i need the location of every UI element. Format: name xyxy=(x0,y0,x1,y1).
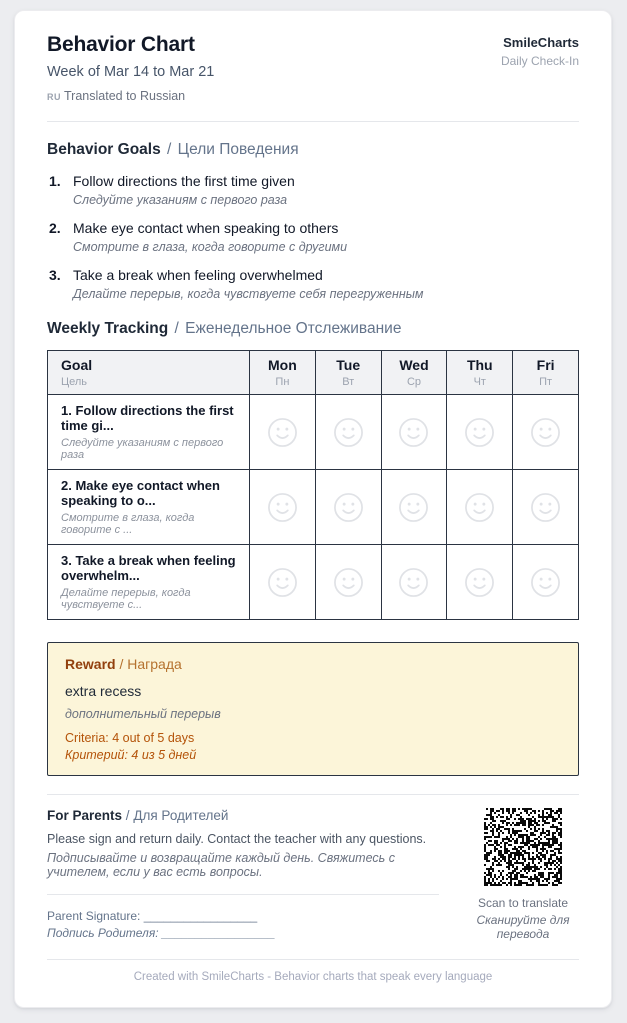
day-mark-cell xyxy=(513,395,579,470)
day-column-header-fri xyxy=(513,351,579,395)
reward-value-ru: дополнительный перерыв xyxy=(65,707,221,721)
row-goal-ru: Делайте перерыв, когда чувствуете с... xyxy=(61,587,191,611)
day-mark-cell xyxy=(513,545,579,620)
goal-item xyxy=(47,267,579,301)
parent-signature-line-en: Parent Signature: _________________ xyxy=(47,909,258,923)
qr-caption-ru: Сканируйте для перевода xyxy=(476,913,570,941)
reward-heading xyxy=(65,656,561,672)
tracking-heading-en: Weekly Tracking xyxy=(47,320,169,337)
day-header-ru: Пн xyxy=(275,376,290,388)
smiley-icon xyxy=(530,567,561,598)
brand-name: SmileCharts xyxy=(503,35,579,50)
goal-number: 1. xyxy=(49,173,61,189)
tracking-table xyxy=(47,350,579,620)
row-goal-cell xyxy=(48,470,250,545)
reward-heading-ru: Награда xyxy=(127,656,182,672)
goal-item xyxy=(47,173,579,207)
row-goal-ru: Смотрите в глаза, когда говорите с ... xyxy=(61,512,195,536)
smiley-icon xyxy=(333,417,364,448)
page-title: Behavior Chart xyxy=(47,33,195,56)
row-goal-cell xyxy=(48,545,250,620)
row-goal-en: 3. Take a break when feeling overwhelm... xyxy=(61,553,236,583)
qr-box xyxy=(467,808,579,941)
footer-credit: Created with SmileCharts - Behavior charts that speak every language xyxy=(133,971,493,983)
row-goal-ru: Следуйте указаниям с первого раза xyxy=(61,437,224,461)
parents-note-en: Please sign and return daily. Contact the teacher with any questions. xyxy=(47,832,427,846)
smiley-icon xyxy=(530,492,561,523)
reward-box xyxy=(47,642,579,776)
header xyxy=(47,33,579,103)
goal-number: 2. xyxy=(49,220,61,236)
language-tag: RU xyxy=(47,92,61,102)
day-mark-cell xyxy=(447,470,513,545)
day-mark-cell xyxy=(381,395,447,470)
smiley-icon xyxy=(464,492,495,523)
goal-text-en: Take a break when feeling overwhelmed xyxy=(73,267,323,283)
parent-signature-line-ru: Подпись Родителя: _________________ xyxy=(47,926,276,940)
smiley-icon xyxy=(267,417,298,448)
day-header-ru: Пт xyxy=(539,376,553,388)
day-column-header-wed xyxy=(381,351,447,395)
reward-heading-en: Reward xyxy=(65,656,116,672)
goal-text-ru: Следуйте указаниям с первого раза xyxy=(73,193,288,207)
goal-text xyxy=(73,267,423,301)
row-goal-en: 1. Follow directions the first time gi... xyxy=(61,403,234,433)
smiley-icon xyxy=(398,492,429,523)
goal-text xyxy=(73,173,295,207)
heading-separator: / xyxy=(119,656,124,672)
goal-header-ru: Цель xyxy=(61,376,88,388)
goals-heading xyxy=(47,141,579,159)
heading-separator: / xyxy=(174,320,179,337)
smiley-icon xyxy=(267,567,298,598)
day-mark-cell xyxy=(315,470,381,545)
reward-value-en: extra recess xyxy=(65,683,142,699)
parents-left xyxy=(47,808,467,941)
day-mark-cell xyxy=(447,545,513,620)
language-note-text: Translated to Russian xyxy=(64,89,186,103)
day-column-header-tue xyxy=(315,351,381,395)
smiley-icon xyxy=(398,567,429,598)
goals-heading-ru: Цели Поведения xyxy=(177,141,299,158)
heading-separator: / xyxy=(125,808,130,823)
parents-heading-en: For Parents xyxy=(47,808,123,823)
day-header-ru: Ср xyxy=(406,376,422,388)
day-mark-cell xyxy=(315,545,381,620)
smiley-icon xyxy=(398,417,429,448)
tracking-heading-ru: Еженедельное Отслеживание xyxy=(185,320,402,337)
goal-text-en: Follow directions the first time given xyxy=(73,173,295,189)
smiley-icon xyxy=(464,417,495,448)
table-row xyxy=(48,545,579,620)
day-header-en: Thu xyxy=(466,357,493,373)
table-header-row xyxy=(48,351,579,395)
smiley-icon xyxy=(267,492,298,523)
tracking-heading xyxy=(47,320,579,338)
brand-subtitle: Daily Check-In xyxy=(500,54,579,68)
day-header-en: Fri xyxy=(536,357,555,373)
row-goal-cell xyxy=(48,395,250,470)
smiley-icon xyxy=(464,567,495,598)
table-row xyxy=(48,395,579,470)
day-mark-cell xyxy=(250,545,316,620)
parents-heading xyxy=(47,808,439,823)
reward-criteria-en: Criteria: 4 out of 5 days xyxy=(65,731,195,745)
day-mark-cell xyxy=(381,545,447,620)
day-header-en: Tue xyxy=(336,357,361,373)
row-goal-en: 2. Make eye contact when speaking to o... xyxy=(61,478,220,508)
goals-heading-en: Behavior Goals xyxy=(47,141,161,158)
day-header-ru: Вт xyxy=(342,376,355,388)
day-mark-cell xyxy=(250,395,316,470)
parents-section xyxy=(47,808,579,941)
goal-header-en: Goal xyxy=(61,357,93,373)
smiley-icon xyxy=(333,567,364,598)
language-note xyxy=(47,89,214,103)
goal-text-ru: Смотрите в глаза, когда говорите с другими xyxy=(73,240,348,254)
tracking-table-body xyxy=(48,395,579,620)
day-mark-cell xyxy=(250,470,316,545)
header-left xyxy=(47,33,214,103)
goals-list xyxy=(47,173,579,301)
day-header-en: Mon xyxy=(268,357,297,373)
smiley-icon xyxy=(530,417,561,448)
day-mark-cell xyxy=(315,395,381,470)
day-header-ru: Чт xyxy=(473,376,486,388)
behavior-chart-card xyxy=(14,10,612,1008)
day-mark-cell xyxy=(447,395,513,470)
week-range: Week of Mar 14 to Mar 21 xyxy=(47,64,215,80)
brand-box xyxy=(501,33,579,68)
parents-note-ru: Подписывайте и возвращайте каждый день. Свяжитесь с учителем, если у вас есть вопросы. xyxy=(47,851,395,879)
goal-text-ru: Делайте перерыв, когда чувствуете себя перегруженным xyxy=(73,287,424,301)
signature-divider xyxy=(47,894,439,895)
goal-text xyxy=(73,220,347,254)
parents-divider xyxy=(47,794,579,795)
day-column-header-thu xyxy=(447,351,513,395)
goal-text-en: Make eye contact when speaking to others xyxy=(73,220,339,236)
smiley-icon xyxy=(333,492,364,523)
goal-number: 3. xyxy=(49,267,61,283)
reward-criteria-ru: Критерий: 4 из 5 дней xyxy=(65,748,197,762)
header-divider xyxy=(47,121,579,122)
qr-caption-en: Scan to translate xyxy=(477,896,569,910)
goal-column-header xyxy=(48,351,250,395)
heading-separator: / xyxy=(167,141,172,158)
parents-heading-ru: Для Родителей xyxy=(133,808,229,823)
day-column-header-mon xyxy=(250,351,316,395)
day-header-en: Wed xyxy=(399,357,429,373)
day-mark-cell xyxy=(513,470,579,545)
day-mark-cell xyxy=(381,470,447,545)
goal-item xyxy=(47,220,579,254)
qr-code-icon xyxy=(484,808,562,886)
table-row xyxy=(48,470,579,545)
